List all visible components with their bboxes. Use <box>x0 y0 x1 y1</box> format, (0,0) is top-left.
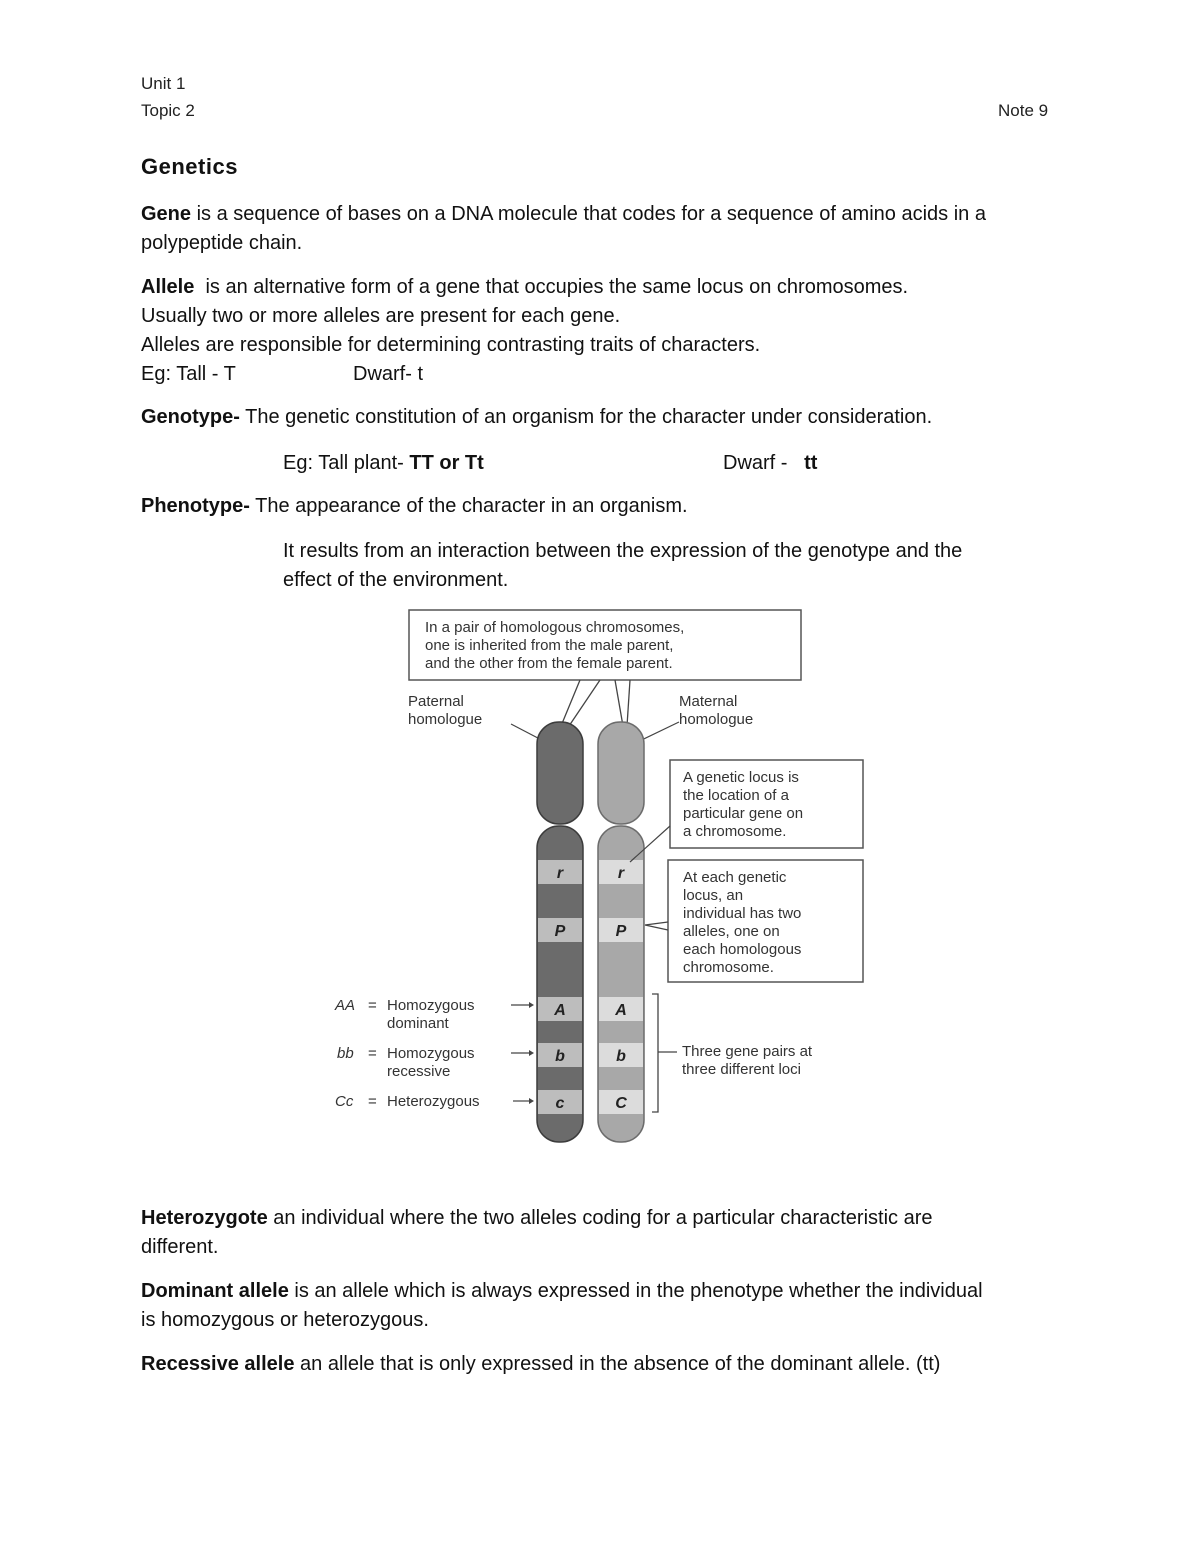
gene-term: Gene <box>141 203 192 225</box>
genotype-term: Genotype- <box>141 406 240 428</box>
bb-arrowhead <box>529 1050 534 1056</box>
maternal-label-2: homologue <box>679 711 754 728</box>
aa-label-2: dominant <box>387 1015 449 1032</box>
callout-line-3: and the other from the female parent. <box>425 655 673 672</box>
maternal-gene-b: b <box>616 1048 626 1065</box>
aa-arrowhead <box>529 1002 534 1008</box>
allele-example-tall: Eg: Tall - T <box>141 363 236 385</box>
genotype-example-tall: Eg: Tall plant- TT or Tt <box>283 452 484 474</box>
dominant-line2: is homozygous or heterozygous. <box>141 1309 429 1331</box>
allele-box-line-3: individual has two <box>683 905 802 922</box>
allele-box-line-4: alleles, one on <box>683 923 780 940</box>
callout-pointer-paternal-2 <box>569 680 600 726</box>
allele-line2: Usually two or more alleles are present for each gene. <box>141 305 621 327</box>
aa-eq: = <box>368 997 377 1014</box>
header-topic: Topic 2 <box>141 101 195 120</box>
allele-term: Allele <box>141 276 195 298</box>
paternal-gene-p: P <box>554 923 566 940</box>
bb-key: bb <box>337 1045 354 1062</box>
allele-box-line-6: chromosome. <box>683 959 774 976</box>
dominant-term: Dominant allele <box>141 1280 289 1302</box>
maternal-label-1: Maternal <box>679 693 738 710</box>
paternal-gene-c: c <box>555 1095 565 1112</box>
page-title: Genetics <box>141 154 238 179</box>
paternal-gene-r: r <box>556 865 564 882</box>
paternal-label-1: Paternal <box>408 693 464 710</box>
recessive-term: Recessive allele <box>141 1353 295 1375</box>
heterozygote-line2: different. <box>141 1236 219 1258</box>
callout-pointer-paternal <box>561 680 580 726</box>
phenotype-line2: It results from an interaction between the expression of the genotype and the <box>283 540 963 562</box>
allele-line3: Alleles are responsible for determining contrasting traits of characters. <box>141 334 761 356</box>
bb-eq: = <box>368 1045 377 1062</box>
gene-definition-line1: Gene is a sequence of bases on a DNA molecule that codes for a sequence of amino acids in a <box>141 203 986 225</box>
phenotype-term: Phenotype- <box>141 495 250 517</box>
genotype-definition: Genotype- The genetic constitution of an organism for the character under consideration. <box>141 406 933 428</box>
paternal-gene-a: A <box>554 1002 566 1019</box>
dominant-line1: Dominant allele is an allele which is always expressed in the phenotype whether the individual <box>141 1280 983 1302</box>
heterozygote-line1: Heterozygote an individual where the two alleles coding for a particular characteristic are <box>141 1207 933 1229</box>
recessive-line1: Recessive allele an allele that is only expressed in the absence of the dominant allele. (tt) <box>141 1353 941 1375</box>
figure-svg <box>325 600 885 1150</box>
header-unit: Unit 1 <box>141 74 186 93</box>
cc-label: Heterozygous <box>387 1093 480 1110</box>
bb-label-1: Homozygous <box>387 1045 475 1062</box>
aa-label-1: Homozygous <box>387 997 475 1014</box>
callout-line-2: one is inherited from the male parent, <box>425 637 674 654</box>
callout-pointer-maternal <box>615 680 623 726</box>
homologous-chromosomes-figure <box>325 600 885 1150</box>
paternal-short-arm <box>537 722 583 824</box>
callout-pointer-maternal-2 <box>627 680 630 726</box>
bb-label-2: recessive <box>387 1063 451 1080</box>
locus-line-4: a chromosome. <box>683 823 787 840</box>
allele-box-line-5: each homologous <box>683 941 802 958</box>
phenotype-line3: effect of the environment. <box>283 569 509 591</box>
locus-line-2: the location of a <box>683 787 789 804</box>
header-note: Note 9 <box>998 101 1049 120</box>
maternal-gene-a: A <box>615 1002 627 1019</box>
gene-pairs-bracket <box>652 994 658 1112</box>
cc-arrowhead <box>529 1098 534 1104</box>
genotype-example-dwarf: Dwarf - tt <box>723 452 818 474</box>
cc-eq: = <box>368 1093 377 1110</box>
paternal-gene-b: b <box>555 1048 565 1065</box>
allele-box-line-1: At each genetic <box>683 869 787 886</box>
maternal-gene-r: r <box>617 865 625 882</box>
allele-example-dwarf: Dwarf- t <box>353 363 423 385</box>
allele-box-line-2: locus, an <box>683 887 744 904</box>
allele-pointer <box>645 922 668 930</box>
heterozygote-term: Heterozygote <box>141 1207 268 1229</box>
maternal-gene-C: C <box>615 1095 627 1112</box>
three-pairs-line-1: Three gene pairs at <box>682 1043 813 1060</box>
phenotype-definition: Phenotype- The appearance of the character in an organism. <box>141 495 688 517</box>
paternal-label-2: homologue <box>408 711 483 728</box>
gene-definition-line2: polypeptide chain. <box>141 232 303 254</box>
maternal-short-arm <box>598 722 644 824</box>
locus-line-1: A genetic locus is <box>683 769 799 786</box>
locus-line-3: particular gene on <box>683 805 804 822</box>
allele-definition-line1: Allele is an alternative form of a gene that occupies the same locus on chromosomes. <box>141 276 909 298</box>
aa-key: AA <box>335 997 356 1014</box>
three-pairs-line-2: three different loci <box>682 1061 801 1078</box>
maternal-gene-p: P <box>615 923 627 940</box>
callout-line-1: In a pair of homologous chromosomes, <box>425 619 685 636</box>
cc-key: Cc <box>335 1093 354 1110</box>
